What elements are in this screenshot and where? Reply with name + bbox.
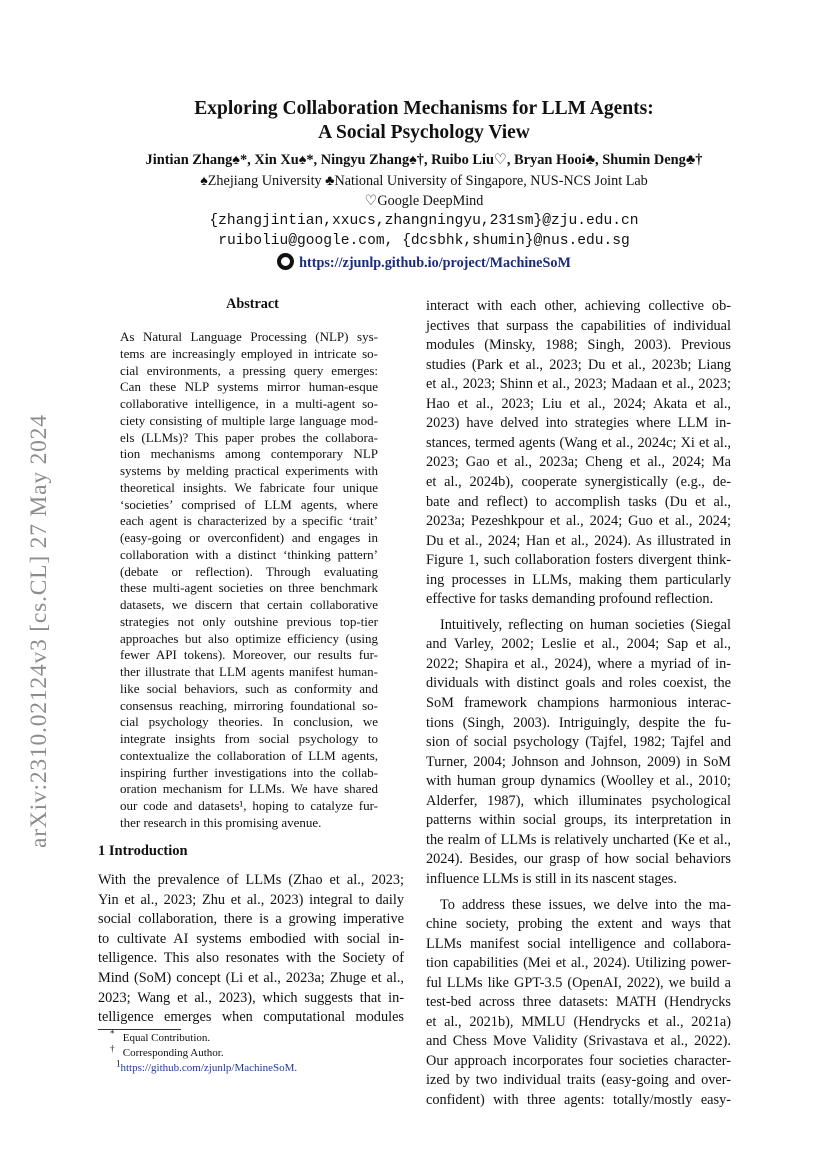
- text-line: and Varley, 2002; Leslie et al., 2004; Sap et al.,: [426, 636, 731, 653]
- abstract-line: systems by melding practical experiments with: [120, 463, 378, 478]
- title-line-2: A Social Psychology View: [318, 121, 530, 143]
- abstract-line: each agent is characterized by a specific ‘trait’: [120, 513, 378, 529]
- text-line: et al., 2021b), MMLU (Hendrycks et al., 2021a): [426, 1013, 731, 1030]
- text-line: 2024). Besides, our grasp of how social behaviors: [426, 851, 731, 868]
- abstract-line: oration mechanism for LLMs. We have shared: [120, 781, 378, 797]
- text-line: test-bed across three datasets: MATH (Hendrycks: [426, 994, 731, 1011]
- text-line: With the prevalence of LLMs (Zhao et al., 2023;: [98, 872, 404, 888]
- abstract-heading: Abstract: [226, 296, 279, 312]
- text-line: 2023; Wang et al., 2023), which suggests that in-: [98, 989, 404, 1006]
- text-line: To address these issues, we delve into the ma-: [440, 896, 731, 913]
- text-line: 2023a; Pezeshkpour et al., 2024; Guo et al., 2024;: [426, 513, 731, 530]
- text-line: 2023; Gao et al., 2023a; Cheng et al., 2024; Ma: [426, 454, 731, 471]
- affiliation-line-1: ♠Zhejiang University ♣National University of Singapore, NUS-NCS Joint Lab: [200, 173, 648, 189]
- abstract-line: Can these NLP systems mirror human-esque: [120, 379, 378, 395]
- abstract-line: these multi-agent societies on three benchmark: [120, 580, 378, 596]
- text-line: effective for tasks demanding profound reflection.: [426, 591, 714, 608]
- arxiv-side-stamp: arXiv:2310.02124v3 [cs.CL] 27 May 2024: [26, 414, 52, 848]
- abstract-line: ‘societies’ comprised of LLM agents, where: [120, 496, 378, 512]
- abstract-line: cial environments, a pressing query emerges:: [120, 362, 378, 378]
- abstract-line: (easy-going or overconfident) and engages in: [120, 530, 378, 545]
- text-line: Turner, 2004; Johnson and Johnson, 2009) in SoM: [426, 753, 731, 770]
- text-line: confident) with three agents: totally/mostly easy-: [426, 1092, 731, 1108]
- text-line: Yin et al., 2023; Zhu et al., 2023) integral to daily: [98, 891, 404, 908]
- text-line: studies (Park et al., 2023; Du et al., 2023b; Liang: [426, 356, 731, 373]
- text-line: ized by two individual traits (easy-going and over-: [426, 1072, 731, 1089]
- text-line: tion capabilities (Mei et al., 2024). Utilizing power-: [426, 955, 731, 972]
- text-line: influence LLMs is still in its nascent stages.: [426, 870, 677, 887]
- email-line-1: {zhangjintian,xxucs,zhangningyu,231sm}@zju.edu.cn: [209, 213, 639, 229]
- abstract-line: consensus reaching, mirroring foundational so-: [120, 697, 378, 713]
- abstract-line: ther illustrate that LLM agents manifest human-: [120, 664, 378, 679]
- github-icon: [277, 253, 294, 270]
- abstract-line: (debate or reflection). Through evaluating: [120, 563, 378, 579]
- text-line: dividuals with distinct goals and roles coexist, the: [426, 675, 731, 692]
- footnote-corresponding-author: † Corresponding Author.: [110, 1043, 224, 1059]
- text-line: Our approach incorporates four societies character-: [426, 1052, 731, 1069]
- text-line: Figure 1, such collaboration fosters divergent think-: [426, 552, 731, 569]
- text-line: and Chess Move Validity (Srivastava et al., 2022).: [426, 1033, 731, 1050]
- text-line: ing processes in LLMs, making them particularly: [426, 571, 731, 588]
- abstract-line: datasets, we discern that certain collaborative: [120, 597, 378, 612]
- abstract-line: ther research in this promising avenue.: [120, 814, 322, 830]
- abstract-line: cial psychology theories. In conclusion, we: [120, 714, 378, 730]
- project-link[interactable]: https://zjunlp.github.io/project/MachineSoM: [299, 255, 571, 271]
- abstract-line: As Natural Language Processing (NLP) sys-: [120, 329, 378, 344]
- abstract-line: approaches but also optimize efficiency (using: [120, 630, 378, 646]
- text-line: ful LLMs like GPT-3.5 (OpenAI, 2022), we build a: [426, 974, 731, 991]
- abstract-line: collaboration with a distinct ‘thinking pattern’: [120, 546, 378, 562]
- abstract-line: strategies not only outshine previous top-tier: [120, 613, 378, 629]
- text-line: 2023) have delved into strategies where LLM in-: [426, 415, 731, 432]
- text-line: the realm of LLMs is relatively uncharted (Ke et al.,: [426, 831, 731, 848]
- title-line-1: Exploring Collaboration Mechanisms for LLM Agents:: [194, 98, 654, 119]
- project-link-row[interactable]: [90, 253, 758, 272]
- abstract-line: tems are increasingly employed in intricate so-: [120, 345, 378, 361]
- abstract-line: collaborative intelligence, in a multi-agent so-: [120, 396, 378, 411]
- text-line: interact with each other, achieving collective ob-: [426, 298, 731, 314]
- text-line: tions (Singh, 2003). Intriguingly, despite the fu-: [426, 714, 731, 731]
- text-line: Intuitively, reflecting on human societies (Siegal: [440, 616, 731, 633]
- text-line: modules (Minsky, 1988; Singh, 2003). Previous: [426, 337, 731, 354]
- abstract-line: tion mechanisms among contemporary NLP: [120, 446, 378, 462]
- abstract-line: like social behaviors, such as conformity and: [120, 680, 378, 696]
- text-line: stances, termed agents (Wang et al., 2024c; Xi et al.,: [426, 434, 731, 451]
- abstract-line: ciety consisting of multiple large language mod-: [120, 412, 378, 428]
- abstract-line: els (LLMs)? This paper probes the collabora-: [120, 429, 378, 445]
- abstract-line: contextualize the collaboration of LLM agents,: [120, 747, 378, 763]
- text-line: jectives that surpass the capabilities of individual: [426, 317, 731, 334]
- text-line: et al., 2023; Shinn et al., 2023; Madaan et al., 2023;: [426, 376, 731, 393]
- email-line-2: ruiboliu@google.com, {dcsbhk,shumin}@nus.edu.sg: [218, 233, 630, 249]
- text-line: SoM framework champions harmonious interac-: [426, 695, 731, 711]
- abstract-line: inspiring further investigations into the collab-: [120, 764, 378, 780]
- section-heading-introduction: 1 Introduction: [98, 843, 188, 859]
- text-line: Alderfer, 1987), which illuminates psychological: [426, 792, 731, 809]
- affiliation-line-2: ♡Google DeepMind: [364, 193, 484, 209]
- text-line: social collaboration, there is a growing imperative: [98, 911, 404, 928]
- text-line: with human group dynamics (Woolley et al., 2010;: [426, 773, 731, 790]
- text-line: Du et al., 2024; Han et al., 2024). As illustrated in: [426, 532, 731, 549]
- text-line: patterns within social groups, its interpretation in: [426, 812, 731, 829]
- text-line: Mind (SoM) concept (Li et al., 2023a; Zhuge et al.,: [98, 970, 404, 986]
- abstract-line: theoretical insights. We fabricate four unique: [120, 479, 378, 495]
- abstract-line: our code and datasets¹, hoping to catalyze fur-: [120, 798, 378, 813]
- footnote-code-link: $^1$https://github.com/zjunlp/MachineSoM.: [116, 1058, 298, 1074]
- text-line: LLMs manifest social intelligence and collabora-: [426, 935, 731, 952]
- text-line: to cultivate AI systems embodied with social in-: [98, 930, 404, 947]
- paper-title: [110, 97, 738, 144]
- text-line: sion of social psychology (Tajfel, 1982; Tajfel and: [426, 734, 731, 751]
- text-line: 2022; Shapira et al., 2024), where a myriad of in-: [426, 655, 731, 672]
- text-line: telligence. This also resonates with the Society of: [98, 950, 404, 967]
- abstract-line: fewer API tokens). Moreover, our results fur-: [120, 647, 378, 663]
- text-line: et al., 2024b), cooperate synergistically (e.g., de-: [426, 473, 731, 490]
- text-line: telligence emerges when computational modules: [98, 1009, 404, 1026]
- text-line: Hao et al., 2023; Liu et al., 2024; Akata et al.,: [426, 395, 731, 412]
- abstract-line: integrate insights from social psychology to: [120, 731, 378, 746]
- text-line: chine society, probing the extent and ways that: [426, 916, 731, 933]
- text-line: bate and reflect) to accomplish tasks (Du et al.,: [426, 493, 731, 510]
- author-list: Jintian Zhang♠*, Xin Xu♠*, Ningyu Zhang♠†, Ruibo Liu♡, Bryan Hooi♣, Shumin Deng♣†: [145, 152, 703, 168]
- footnote-equal-contribution: * Equal Contribution.: [110, 1028, 211, 1044]
